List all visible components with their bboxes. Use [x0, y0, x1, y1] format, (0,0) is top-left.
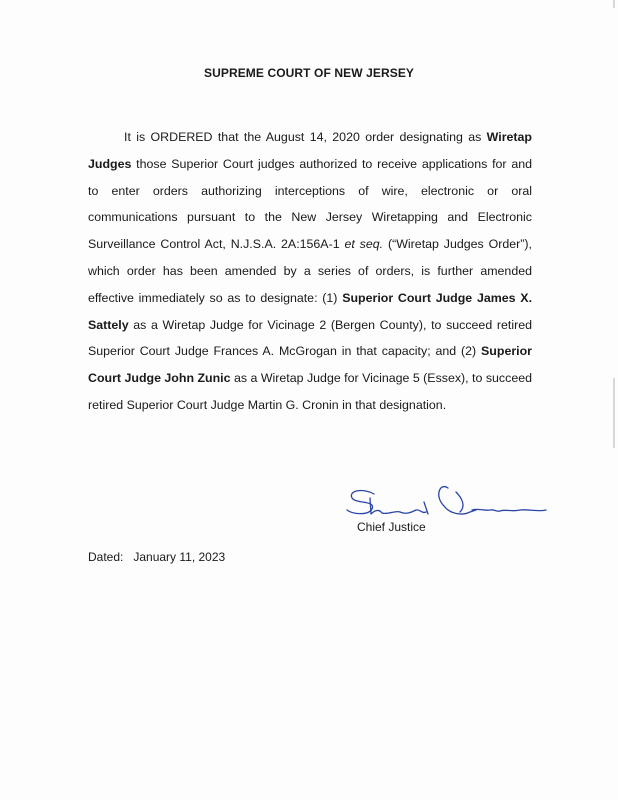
- scan-artifact: [613, 0, 615, 8]
- order-text-bold: Wiretap Judges: [88, 130, 532, 171]
- scan-artifact: [613, 378, 615, 448]
- judge-name-sattely: Superior Court Judge James X. Sattely: [88, 290, 533, 332]
- page-title: SUPREME COURT OF NEW JERSEY: [203, 66, 415, 80]
- order-text-segment: as a Wiretap Judge for Vicinage 5 (Essex), to succeed retired Superior Court Judge Martin G. Cronin in that designation.: [88, 371, 532, 412]
- dated-line: [88, 550, 225, 564]
- judge-name-zunic: Superior Court Judge John Zunic: [88, 344, 532, 386]
- dated-value: January 11, 2023: [133, 550, 226, 564]
- dated-label: Dated:: [88, 550, 124, 564]
- order-text-segment: those Superior Court judges authorized to receive applications for and to enter orders authorizing interceptions of wire, electronic or oral communications pursuant to the New Jersey Wiretapping and Electronic Surveillance Control Act, N.J.S.A. 2A:156A-1: [88, 156, 532, 252]
- handwritten-signature: [344, 476, 549, 524]
- order-text-segment: as a Wiretap Judge for Vicinage 2 (Bergen County), to succeed retired Superior Court Judge Frances A. McGrogan in that capacity; and (2): [88, 317, 532, 359]
- order-text-segment: It is ORDERED that the August 14, 2020 order designating as: [124, 130, 487, 144]
- order-paragraph: [88, 124, 532, 419]
- order-text-italic: et seq.: [344, 237, 384, 252]
- order-text-segment: (“Wiretap Judges Order”), which order has been amended by a series of orders, is further amended effective immediately so as to designate: (1): [88, 237, 532, 305]
- signature-title: Chief Justice: [357, 520, 426, 534]
